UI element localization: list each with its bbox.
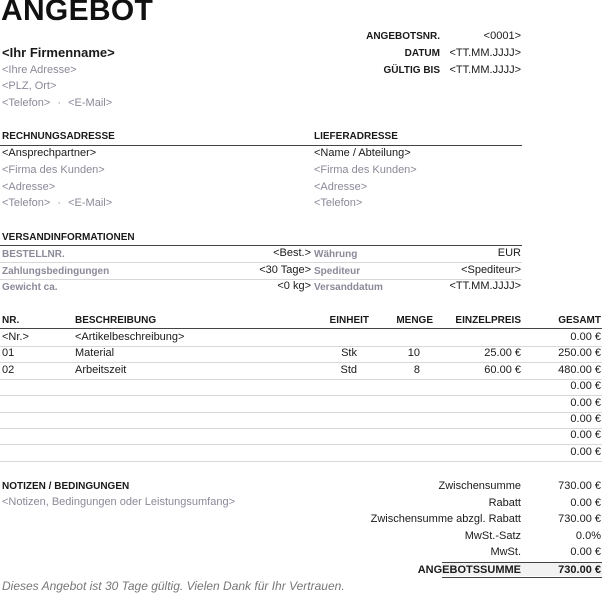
cell-description: Material <box>75 347 115 360</box>
grand-total-bottom-rule <box>442 577 602 578</box>
carrier-label: Spediteur <box>314 266 361 277</box>
totals-label: Zwischensumme abzgl. Rabatt <box>370 513 521 525</box>
payment-terms-value: <30 Tage> <box>259 264 311 276</box>
company-contact <box>2 97 112 109</box>
cell-total: 250.00 € <box>558 347 601 360</box>
col-header-quantity: MENGE <box>396 315 433 326</box>
company-phone: <Telefon> <box>2 97 51 109</box>
cell-total: 0.00 € <box>570 396 601 409</box>
cell-description: <Artikelbeschreibung> <box>75 331 185 343</box>
notes-text: <Notizen, Bedingungen oder Leistungsumfang> <box>2 496 236 508</box>
billing-email: <E-Mail> <box>68 197 113 209</box>
billing-contact: <Ansprechpartner> <box>2 147 97 159</box>
separator: · <box>57 97 62 109</box>
footer-note: Dieses Angebot ist 30 Tage gültig. Vielen Dank für Ihr Vertrauen. <box>2 579 345 593</box>
payment-terms-label: Zahlungsbedingungen <box>2 266 110 277</box>
col-header-description: BESCHREIBUNG <box>75 315 157 326</box>
date-value: <TT.MM.JJJJ> <box>449 47 521 59</box>
company-city: <PLZ, Ort> <box>2 80 57 92</box>
company-email: <E-Mail> <box>68 97 113 109</box>
row-divider <box>0 262 522 263</box>
totals-value: 0.00 € <box>570 496 601 509</box>
row-divider <box>0 395 602 396</box>
document-title: ANGEBOT <box>1 0 154 27</box>
delivery-heading: LIEFERADRESSE <box>314 131 398 142</box>
totals-value: 0.0% <box>575 529 601 542</box>
delivery-phone: <Telefon> <box>314 197 363 209</box>
date-label: DATUM <box>404 48 440 59</box>
notes-heading: NOTIZEN / BEDINGUNGEN <box>2 481 130 492</box>
shipping-divider <box>0 245 522 246</box>
cell-unit: Std <box>340 363 357 376</box>
quote-number-value: <0001> <box>483 30 521 42</box>
valid-until-label: GÜLTIG BIS <box>383 65 440 76</box>
totals-value: 730.00 € <box>558 513 601 525</box>
grand-total-value: 730.00 € <box>558 564 601 576</box>
cell-quantity: 8 <box>413 363 420 376</box>
totals-label: MwSt.-Satz <box>464 529 521 542</box>
cell-quantity: 10 <box>407 347 420 360</box>
row-divider <box>0 444 602 445</box>
cell-nr: <Nr.> <box>2 331 29 343</box>
cell-unit-price: 60.00 € <box>484 363 521 376</box>
company-address: <Ihre Adresse> <box>2 64 77 76</box>
billing-contact-line <box>2 197 112 209</box>
billing-firm: <Firma des Kunden> <box>2 164 105 176</box>
row-divider <box>0 428 602 429</box>
billing-heading: RECHNUNGSADRESSE <box>2 131 115 142</box>
totals-label: Zwischensumme <box>438 480 521 492</box>
totals-value: 730.00 € <box>558 480 601 492</box>
row-divider <box>0 412 602 413</box>
col-header-unit-price: EINZELPREIS <box>455 315 521 326</box>
delivery-address: <Adresse> <box>314 181 368 193</box>
cell-total: 480.00 € <box>558 363 601 376</box>
cell-nr: 01 <box>2 347 15 360</box>
weight-label: Gewicht ca. <box>2 282 58 293</box>
col-header-total: GESAMT <box>558 315 601 326</box>
totals-label: Rabatt <box>488 496 521 509</box>
currency-label: Währung <box>314 249 358 260</box>
row-divider <box>0 379 602 380</box>
address-divider <box>0 145 522 146</box>
ship-date-label: Versanddatum <box>314 282 383 293</box>
billing-phone: <Telefon> <box>2 197 51 209</box>
cell-nr: 02 <box>2 363 15 376</box>
col-header-unit: EINHEIT <box>329 315 369 326</box>
cell-unit: Stk <box>341 347 357 360</box>
cell-unit-price: 25.00 € <box>484 347 521 360</box>
totals-value: 0.00 € <box>570 546 601 558</box>
cell-total: 0.00 € <box>570 429 601 442</box>
shipping-heading: VERSANDINFORMATIONEN <box>2 232 135 243</box>
valid-until-value: <TT.MM.JJJJ> <box>449 64 521 76</box>
cell-total: 0.00 € <box>570 413 601 425</box>
cell-total: 0.00 € <box>570 445 601 458</box>
totals-label: MwSt. <box>490 546 521 558</box>
weight-value: <0 kg> <box>277 280 311 292</box>
order-number-label: BESTELLNR. <box>2 249 65 260</box>
cell-description: Arbeitszeit <box>75 363 127 376</box>
delivery-name: <Name / Abteilung> <box>314 147 411 159</box>
carrier-value: <Spediteur> <box>461 264 521 276</box>
billing-address: <Adresse> <box>2 181 56 193</box>
table-header-divider <box>0 328 602 329</box>
grand-total-label: ANGEBOTSSUMME <box>417 564 521 576</box>
cell-total: 0.00 € <box>570 380 601 393</box>
cell-total: 0.00 € <box>570 331 601 343</box>
col-header-nr: NR. <box>2 315 20 326</box>
delivery-firm: <Firma des Kunden> <box>314 164 417 176</box>
quote-number-label: ANGEBOTSNR. <box>366 31 440 42</box>
ship-date-value: <TT.MM.JJJJ> <box>449 280 521 292</box>
separator: · <box>57 197 62 209</box>
row-divider <box>0 461 602 462</box>
currency-value: EUR <box>497 247 521 259</box>
order-number-value: <Best.> <box>273 247 311 259</box>
company-name: <Ihr Firmenname> <box>2 45 115 60</box>
